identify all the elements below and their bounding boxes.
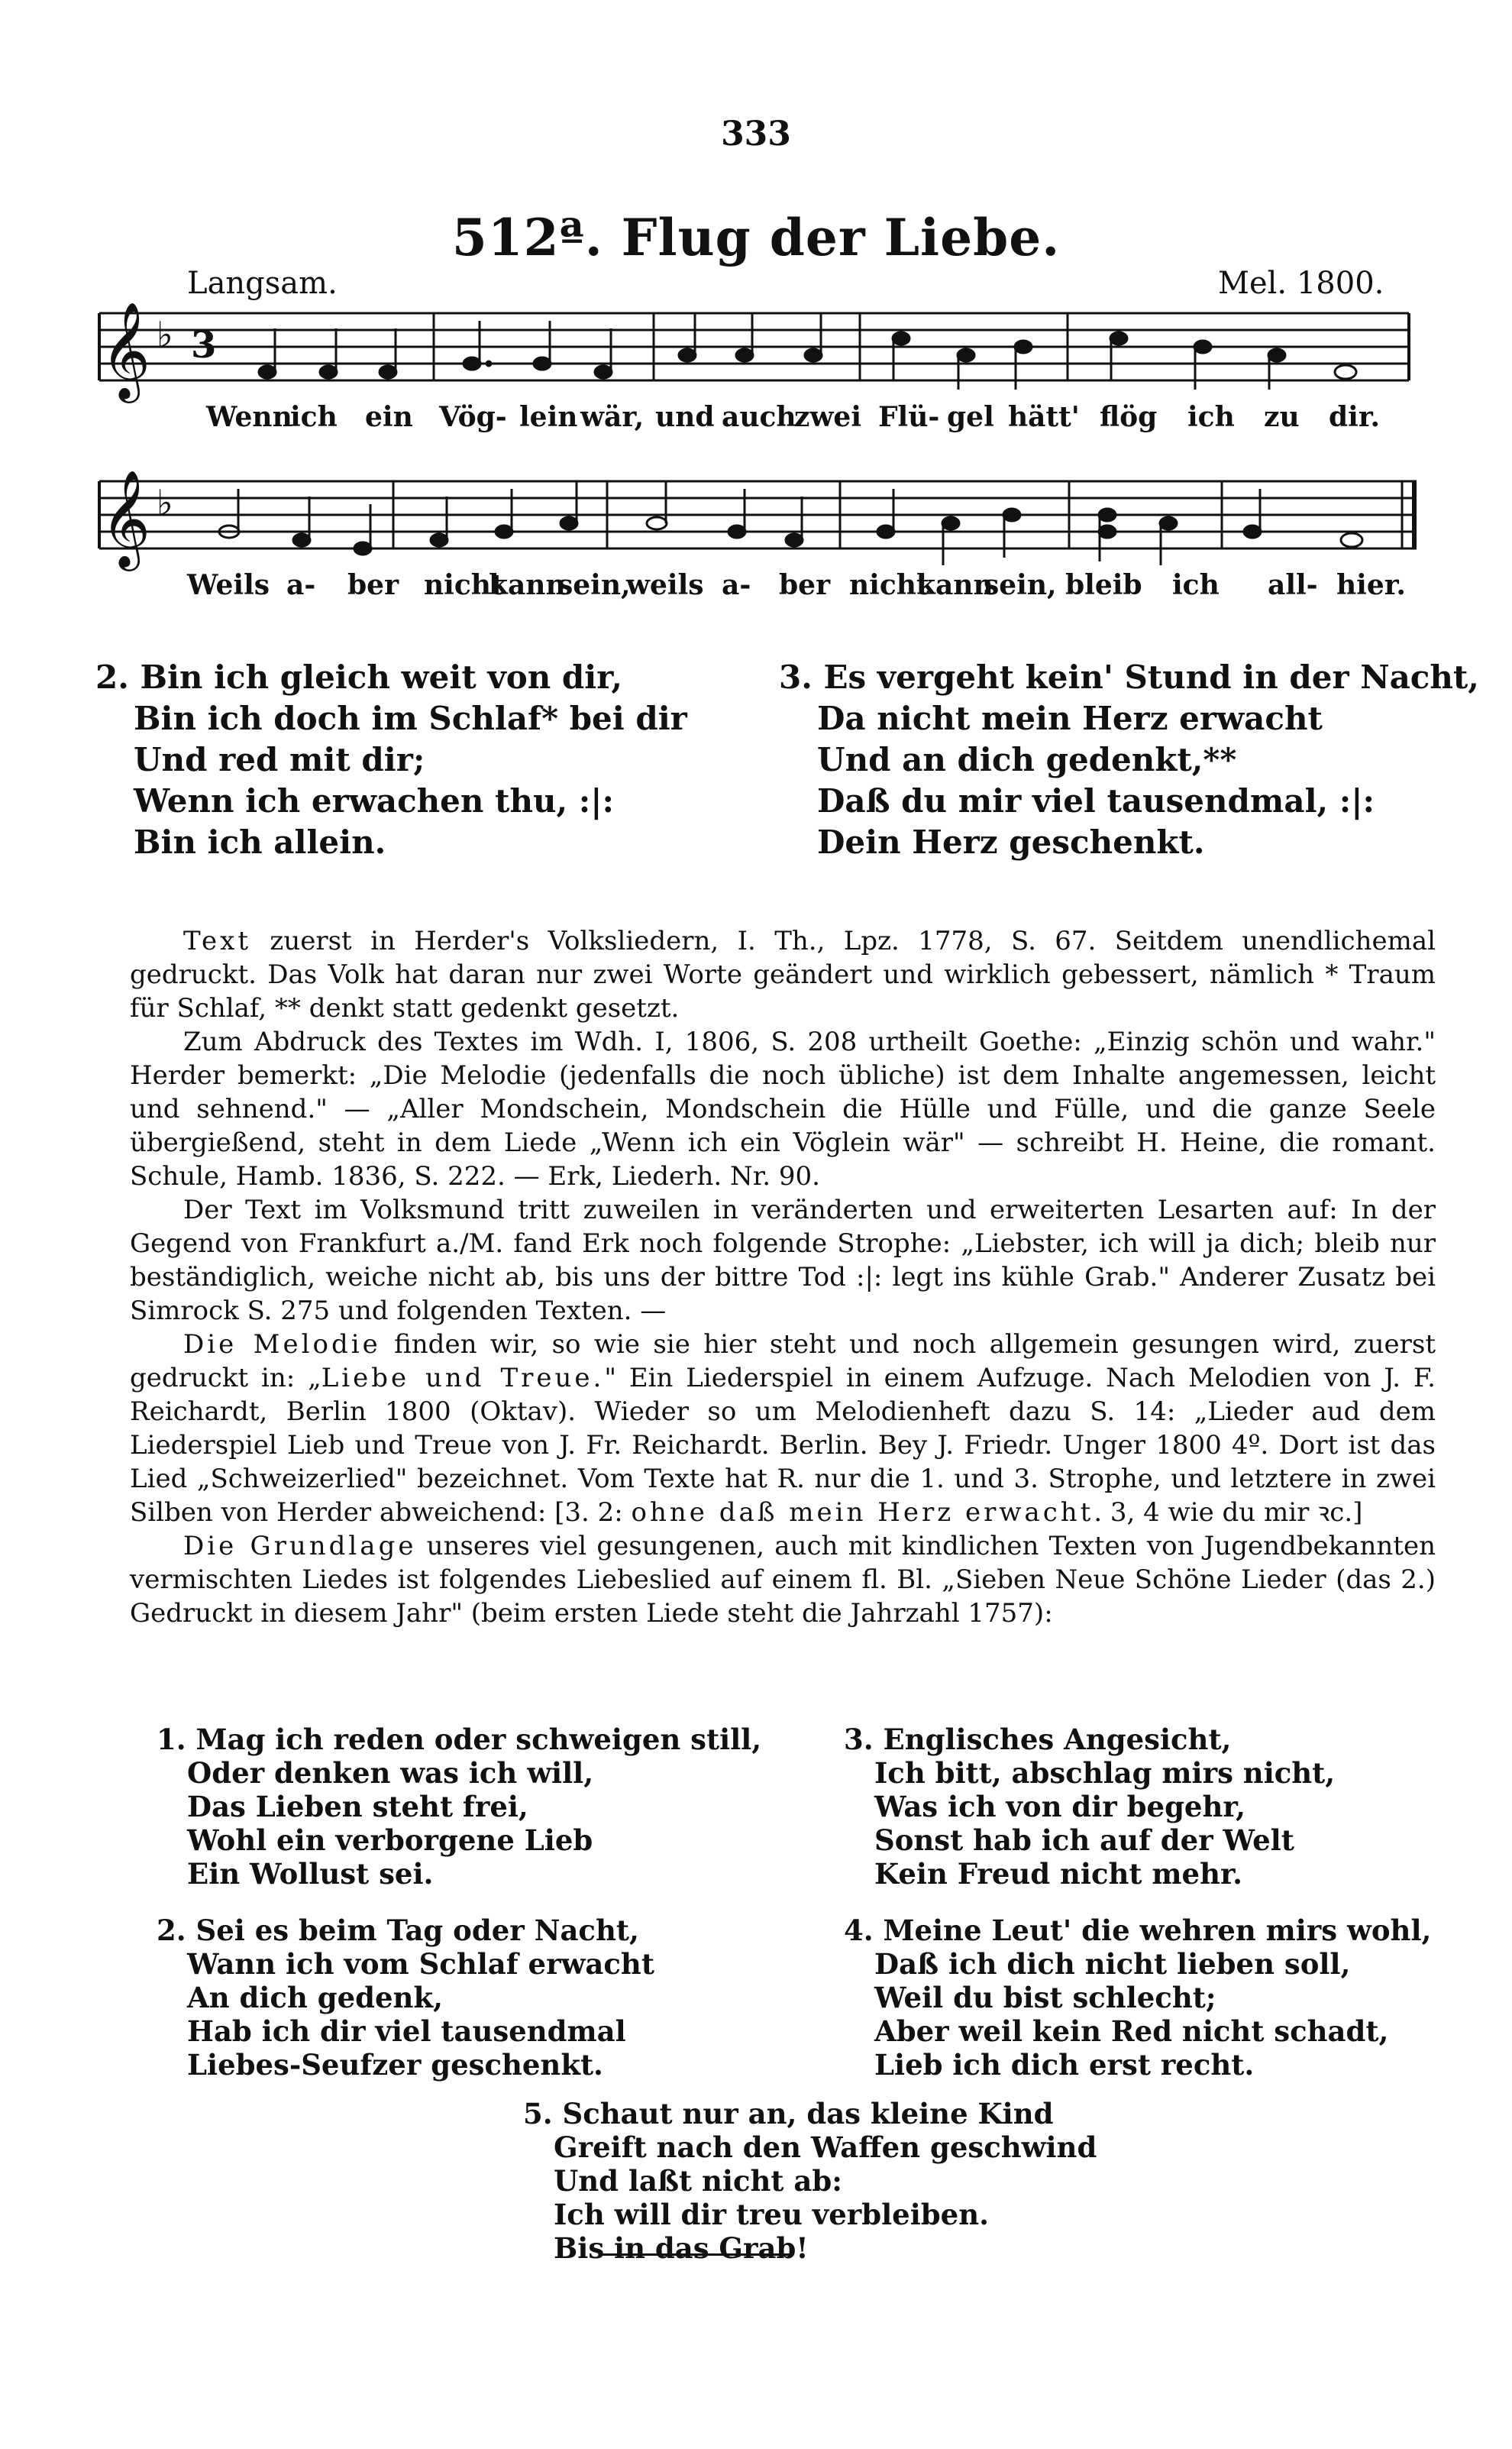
music-notation xyxy=(0,0,1512,626)
tempo-marking: Langsam. xyxy=(187,266,338,301)
commentary-paragraph xyxy=(130,1529,1436,1630)
lyric-syllable: ber xyxy=(779,569,831,601)
stanza-line: Oder denken was ich will, xyxy=(187,1756,594,1790)
stanza-line: 4. Meine Leut' die wehren mirs wohl, xyxy=(844,1914,1432,1947)
lyric-syllable: Flü- xyxy=(878,401,940,433)
lyric-syllable: a- xyxy=(722,569,751,601)
lyric-syllable: ich xyxy=(1172,569,1220,601)
paragraph-text: zuerst in Herder's Volksliedern, I. Th., Lpz. 1778, S. 67. Seitdem unendlichemal gedruckt. Das Volk hat daran nur zwei Worte geändert und wirklich gebessert, nämlich * Traum für Schlaf, ** denkt statt gedenkt gesetzt. xyxy=(130,926,1436,1024)
spaced-term: Die Grundlage xyxy=(183,1531,417,1561)
old-stanza-4 xyxy=(844,1914,1431,2082)
lyric-syllable: hätt' xyxy=(1008,401,1080,433)
stanza-line: Daß ich dich nicht lieben soll, xyxy=(874,1947,1351,1981)
song-title: 512ª. Flug der Liebe. xyxy=(451,208,1061,267)
svg-text:𝄞: 𝄞 xyxy=(101,469,151,567)
lyric-syllable: sein, xyxy=(984,569,1057,601)
commentary-paragraph xyxy=(130,924,1436,1025)
stanza-line: 3. Englisches Angesicht, xyxy=(844,1723,1232,1756)
melody-reference: Mel. 1800. xyxy=(1218,266,1384,301)
verse-line: 2. Bin ich gleich weit von dir, xyxy=(95,658,622,696)
lyric-syllable: lein xyxy=(519,401,578,433)
stanza-line: Kein Freud nicht mehr. xyxy=(874,1857,1242,1891)
commentary-paragraph: Zum Abdruck des Textes im Wdh. I, 1806, S. 208 urtheilt Goethe: „Einzig schön und wahr." Herder bemerkt: „Die Melodie (jedenfalls die noch übliche) ist dem Inhalte angemessen, leicht und sehnend." — „Aller Mondschein, Mondschein die Hülle und Fülle, und die ganze Seele übergießend, steht in dem Liede „Wenn ich ein Vöglein wär" — schreibt H. Heine, die romant. Schule, Hamb. 1836, S. 222. — Erk, Liederh. Nr. 90. xyxy=(130,1027,1436,1192)
lyric-syllable: Wenn xyxy=(206,401,292,433)
stanza-line: Greift nach den Waffen geschwind xyxy=(554,2130,1097,2164)
lyric-syllable: weils xyxy=(626,569,704,601)
lyric-syllable: kann xyxy=(916,569,993,601)
svg-text:♭: ♭ xyxy=(157,482,173,523)
old-stanza-5 xyxy=(523,2097,1097,2265)
lyric-syllable: ich xyxy=(1187,401,1235,433)
lyric-syllable: zu xyxy=(1264,401,1300,433)
lyric-syllable: hier. xyxy=(1336,569,1406,601)
lyric-syllable: auch xyxy=(722,401,796,433)
lyric-syllable: dir. xyxy=(1329,401,1381,433)
stanza-line: Ich bitt, abschlag mirs nicht, xyxy=(874,1756,1336,1790)
stanza-line: Das Lieben steht frei, xyxy=(187,1790,528,1823)
paragraph-text: unseres viel gesungenen, auch mit kindlichen Texten von Jugendbekannten vermischten Liedes ist folgendes Liebeslied auf einem fl. Bl. „Sieben Neue Schöne Lieder (das 2.) Gedruckt in diesem Jahr" (beim ersten Liede steht die Jahrzahl 1757): xyxy=(130,1531,1436,1629)
lyric-syllable: a- xyxy=(286,569,316,601)
stanza-line: Wohl ein verborgene Lieb xyxy=(187,1823,593,1857)
lyric-syllable: Vög- xyxy=(439,401,507,433)
lyric-syllable: zwei xyxy=(794,401,862,433)
lyric-syllable: kann xyxy=(489,569,566,601)
verse-line: Bin ich doch im Schlaf* bei dir xyxy=(134,700,687,737)
lyric-syllable: und xyxy=(655,401,715,433)
verse-line: Daß du mir viel tausendmal, :|: xyxy=(817,782,1375,820)
stanza-line: Ein Wollust sei. xyxy=(187,1857,434,1891)
spaced-term: Die Melodie xyxy=(183,1329,381,1360)
verse-line: Und an dich gedenkt,** xyxy=(817,741,1237,778)
lyric-syllable: Weils xyxy=(187,569,270,601)
spaced-term: Liebe und Treue. xyxy=(321,1363,605,1393)
stanza-line: Liebes-Seufzer geschenkt. xyxy=(187,2048,603,2082)
commentary-paragraph xyxy=(130,1328,1436,1529)
verse-line: Wenn ich erwachen thu, :|: xyxy=(134,782,615,820)
lyric-syllable: ich xyxy=(290,401,338,433)
old-stanza-2 xyxy=(157,1914,654,2082)
old-stanza-1 xyxy=(157,1723,761,1891)
stanza-line: 1. Mag ich reden oder schweigen still, xyxy=(157,1723,762,1756)
spaced-term: Text xyxy=(183,926,251,956)
spaced-term: ohne daß mein Herz erwacht xyxy=(631,1497,1094,1528)
lyric-syllable: ber xyxy=(347,569,399,601)
stanza-line: Ich will dir treu verbleiben. xyxy=(554,2198,989,2231)
paragraph-text: finden wir, so wie sie hier steht und noch allgemein gesungen wird, zuerst gedruckt in: „ xyxy=(130,1329,1436,1393)
lyric-syllable: nicht xyxy=(424,569,504,601)
lyric-syllable: ein xyxy=(365,401,413,433)
paragraph-text: . 3, 4 wie du mir ꝛc.] xyxy=(1094,1497,1363,1528)
time-signature: 3 xyxy=(191,324,217,367)
verse-line: Bin ich allein. xyxy=(134,823,386,861)
lyric-syllable: bleib xyxy=(1065,569,1142,601)
stanza-line: Bis in das Grab! xyxy=(554,2231,809,2265)
svg-text:♭: ♭ xyxy=(157,314,173,355)
lyric-syllable: sein, xyxy=(557,569,631,601)
commentary-paragraph: Der Text im Volksmund tritt zuweilen in veränderten und erweiterten Lesarten auf: In der Gegend von Frankfurt a./M. fand Erk noch folgende Strophe: „Liebster, ich will ja dich; bleib nur beständiglich, weiche nicht ab, bis uns der bittre Tod :|: legt ins kühle Grab." Anderer Zusatz bei Simrock S. 275 und folgenden Texten. — xyxy=(130,1195,1436,1326)
lyric-syllable: flög xyxy=(1100,401,1158,433)
lyric-syllable: gel xyxy=(947,401,994,433)
stanza-line: 5. Schaut nur an, das kleine Kind xyxy=(523,2097,1054,2130)
stanza-line: Sonst hab ich auf der Welt xyxy=(874,1823,1294,1857)
paragraph-text: " Ein Liederspiel in einem Aufzuge. Nach Melodien von J. F. Reichardt, Berlin 1800 (Oktav). Wieder so um Melodienheft dazu S. 14: „Lieder aud dem Liederspiel Lieb und Treue von J. Fr. Reichardt. Berlin. Bey J. Friedr. Unger 1800 4º. Dort ist das Lied „Schweizerlied" bezeichnet. Vom Texte hat R. nur die 1. und 3. Strophe, und letztere in zwei Silben von Herder abweichend: [3. 2: xyxy=(130,1363,1436,1528)
lyric-syllable: wär, xyxy=(580,401,645,433)
stanza-line: Weil du bist schlecht; xyxy=(874,1981,1216,2014)
lyric-syllable: nicht xyxy=(849,569,929,601)
stanza-line: An dich gedenk, xyxy=(187,1981,443,2014)
verse-line: Und red mit dir; xyxy=(134,741,425,778)
verse-2 xyxy=(95,657,687,863)
stanza-line: Hab ich dir viel tausendmal xyxy=(187,2014,626,2048)
stanza-line: Wann ich vom Schlaf erwacht xyxy=(187,1947,654,1981)
stanza-line: 2. Sei es beim Tag oder Nacht, xyxy=(157,1914,639,1947)
stanza-line: Was ich von dir begehr, xyxy=(874,1790,1246,1823)
page-number: 333 xyxy=(721,115,791,154)
verse-3 xyxy=(779,657,1479,863)
verse-line: Dein Herz geschenkt. xyxy=(817,823,1205,861)
verse-line: Da nicht mein Herz erwacht xyxy=(817,700,1323,737)
commentary xyxy=(130,924,1436,1630)
end-rule xyxy=(599,2253,790,2256)
lyric-syllable: all- xyxy=(1268,569,1318,601)
stanza-line: Aber weil kein Red nicht schadt, xyxy=(874,2014,1389,2048)
verse-line: 3. Es vergeht kein' Stund in der Nacht, xyxy=(779,658,1479,696)
svg-text:𝄞: 𝄞 xyxy=(101,301,151,399)
stanza-line: Lieb ich dich erst recht. xyxy=(874,2048,1255,2082)
old-stanza-3 xyxy=(844,1723,1335,1891)
stanza-line: Und laßt nicht ab: xyxy=(554,2164,842,2198)
